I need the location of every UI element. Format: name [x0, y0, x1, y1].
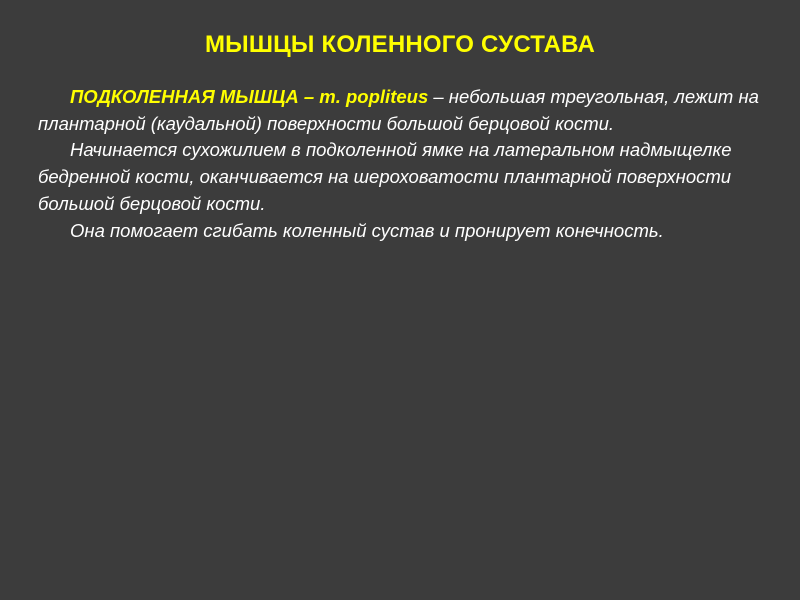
paragraph-2-text: Начинается сухожилием в подколенной ямке на латеральном надмыщелке бедренной кости, оканчивается на шероховатости плантарной поверхности большой берцовой кости. — [38, 139, 732, 214]
paragraph-2 — [38, 137, 768, 217]
paragraph-1 — [38, 84, 768, 137]
paragraph-3-text: Она помогает сгибать коленный сустав и пронирует конечность. — [70, 219, 664, 241]
slide-title: МЫШЦЫ КОЛЕННОГО СУСТАВА — [204, 31, 596, 58]
paragraph-1-text: – небольшая треугольная, лежит на плантарной (каудальной) поверхности большой берцовой кости. — [38, 86, 759, 134]
muscle-name-highlight: ПОДКОЛЕННАЯ МЫШЦА – m. popliteus — [70, 86, 429, 107]
slide-body — [38, 84, 768, 244]
paragraph-3 — [38, 218, 768, 245]
